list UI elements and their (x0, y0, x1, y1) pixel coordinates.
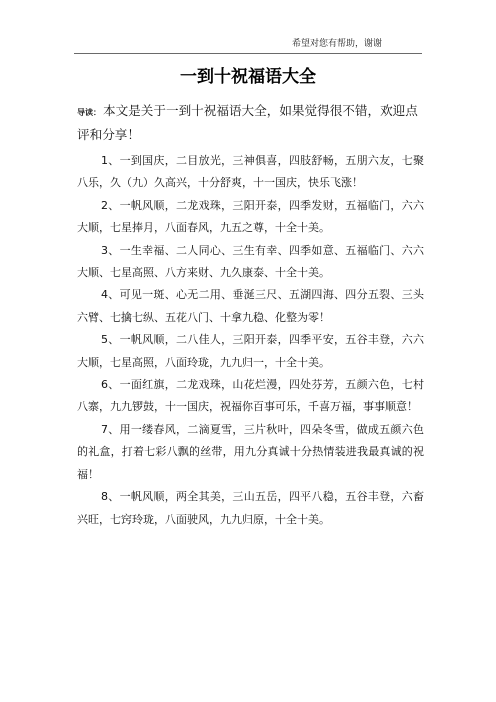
intro-paragraph (77, 100, 424, 146)
body-paragraphs (77, 150, 424, 531)
paragraph-4: 4、可见一斑、心无二用、垂涎三尺、五湖四海、四分五裂、三头六臂、七擒七纵、五花八门、十拿九稳、化整为零！ (77, 288, 424, 324)
paragraph-3: 3、一生幸福、二人同心、三生有幸、四季如意、五福临门、六六大顺、七星高照、八方来财、九久康泰、十全十美。 (77, 243, 424, 280)
paragraph-5: 5、一帆风顺，二八佳人，三阳开泰，四季平安，五谷丰登，六六大顺，七星高照，八面玲珑，九九归一，十全十美。 (77, 333, 424, 369)
paragraph-7: 7、用一缕春风，二滴夏雪，三片秋叶，四朵冬雪，做成五颜六色的礼盒，打着七彩八飘的丝带，用九分真诚十分热情装进我最真诚的祝福！ (77, 422, 424, 481)
header-divider (74, 53, 422, 54)
intro-text: 本文是关于一到十祝福语大全，如果觉得很不错，欢迎点评和分享！ (77, 103, 418, 142)
paragraph-6: 6、一面红旗，二龙戏珠，山花烂漫，四处芬芳，五颜六色，七村八寨，九九锣鼓，十一国庆，祝福你百事可乐，千喜万福，事事顺意！ (77, 378, 424, 414)
header-note: 希望对您有帮助，谢谢 (292, 39, 383, 49)
paragraph-8: 8、一帆风顺，两全其美，三山五岳，四平八稳，五谷丰登，六畜兴旺，七窍玲珑，八面驶风，九九归原，十全十美。 (77, 490, 424, 526)
paragraph-1: 1、一到国庆，二目放光，三神俱喜，四肢舒畅，五朋六友，七聚八乐，久（九）久高兴，十分舒爽，十一国庆，快乐飞涨！ (77, 154, 424, 190)
intro-lead: 导读： (77, 108, 101, 117)
paragraph-2: 2、一帆风顺，二龙戏珠，三阳开泰，四季发财，五福临门，六六大顺，七星捧月，八面春风，九五之尊，十全十美。 (77, 198, 424, 235)
document-title: 一到十祝福语大全 (180, 67, 316, 87)
